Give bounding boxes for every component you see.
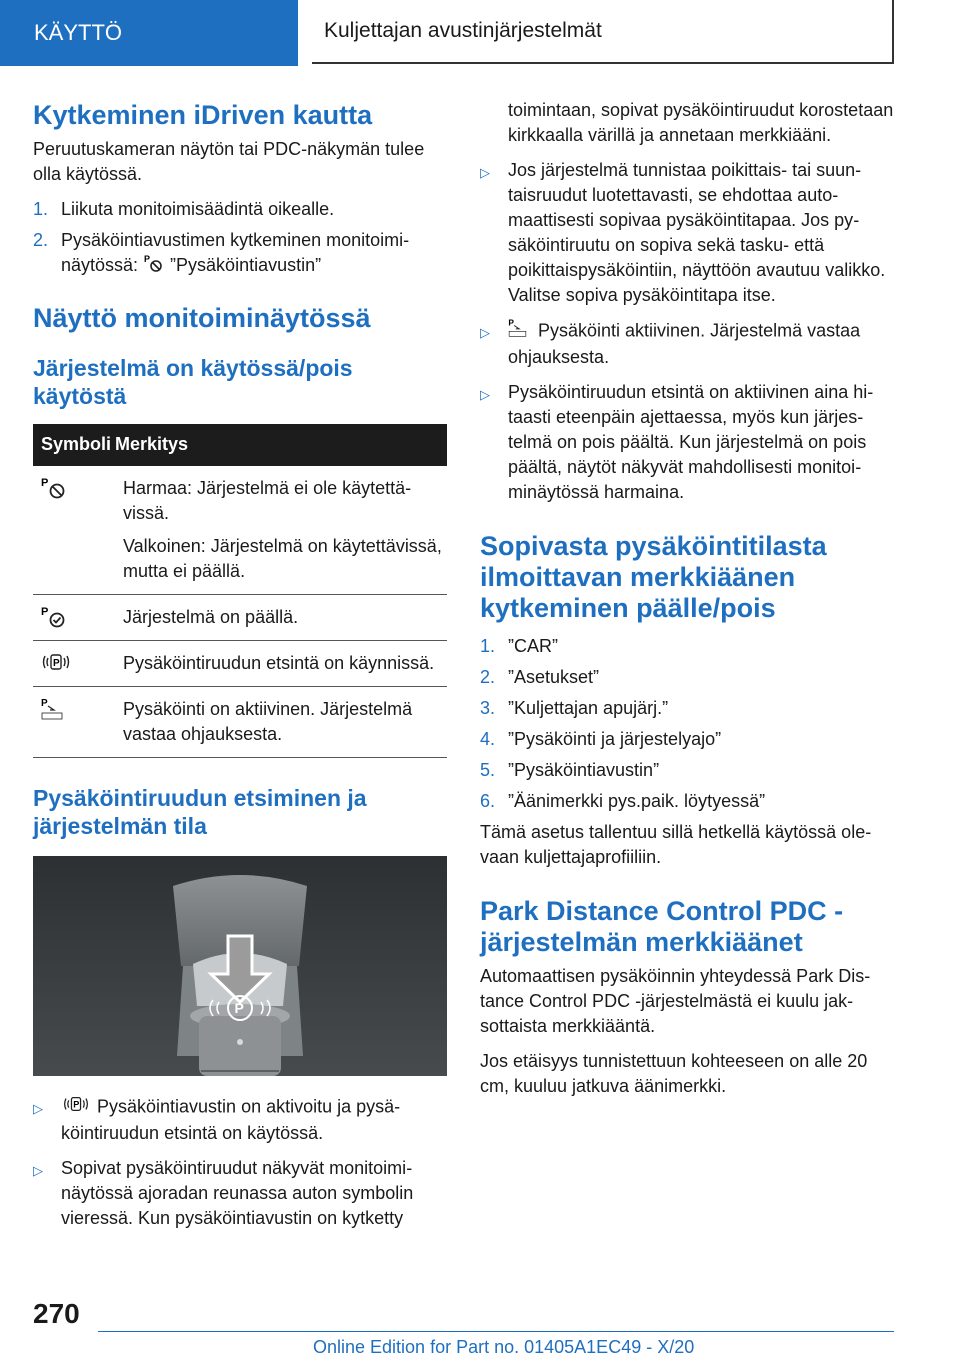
- step-text: Pysäköintiavustimen kytkeminen monitoiminäytössä:: [61, 230, 410, 275]
- svg-text:P: P: [234, 999, 244, 1016]
- step-number: 1.: [33, 199, 49, 219]
- heading-pdc: Park Distance Control PDC -järjestelmän merkkiäänet: [480, 896, 844, 957]
- step-text: ”Äänimerkki pys.paik. löytyessä”: [508, 791, 766, 811]
- list-item: [480, 318, 894, 370]
- section-title: KÄYTTÖ: [34, 20, 123, 45]
- step-number: 1.: [480, 636, 496, 656]
- bullet-text: Sopivat pysäköintiruudut näkyvät monitoiminäytössä ajoradan reunassa auton symbolin vieressä. Kun pysäköintiavustin on kytketty: [61, 1157, 414, 1228]
- step-text: ”Asetukset”: [508, 667, 600, 687]
- page-number: 270: [33, 1298, 80, 1329]
- triangle-bullet-icon: ▷: [33, 1162, 43, 1178]
- svg-text:P: P: [41, 476, 49, 489]
- footer-divider: [98, 1331, 894, 1332]
- svg-text:P: P: [41, 605, 49, 618]
- step-number: 2.: [480, 667, 496, 687]
- bullet-text: Pysäköintiavustin on aktivoitu ja pysäköintiruudun etsintä on käytössä.: [61, 1096, 401, 1143]
- list-item: [480, 696, 894, 721]
- list-item: [480, 634, 894, 659]
- parking-auto-icon: [508, 318, 532, 345]
- parking-assist-icon: [144, 254, 164, 279]
- parking-assist-active-icon: [33, 605, 123, 630]
- parking-space-search-icon: [33, 651, 123, 676]
- step-text: Liikuta monitoimisäädintä oikealle.: [61, 199, 335, 219]
- parking-assist-icon: [33, 476, 123, 584]
- table-row: [33, 687, 447, 758]
- step-text: ”Pysäköinti ja järjestelyajo”: [508, 729, 722, 749]
- svg-text:P: P: [508, 318, 514, 328]
- paragraph-pdc-2: Jos etäisyys tunnistettuun kohteeseen on alle 20 cm, kuuluu jatkuva äänimerkki.: [480, 1051, 868, 1096]
- bullet-text: Jos järjestelmä tunnistaa poikittais- tai suuntaisruudut luotettavasti, se ehdottaa automaattisesti sopivaa pysäköintitapaa. Jos pysäköintiruutu on sopiva sekä tasku- että poikittaispysäköintiin, näyttöön avautuu valikko. Valitse sopiva pysäköintitapa itse.: [508, 160, 886, 305]
- parking-assistant-screen-image: [33, 856, 447, 1076]
- chapter-title: Kuljettajan avustinjärjestelmät: [324, 19, 602, 42]
- heading-display: Näyttö monitoiminäytössä: [33, 302, 371, 333]
- bullet-text: Pysäköinti aktiivinen. Järjestelmä vastaa ohjauksesta.: [508, 320, 861, 367]
- list-item: [480, 727, 894, 752]
- left-column: [33, 100, 447, 1241]
- svg-text:P: P: [144, 253, 151, 264]
- step-number: 2.: [33, 230, 49, 250]
- chapter-header: [312, 0, 894, 64]
- list-item: [33, 1156, 447, 1231]
- step-text: ”Kuljettajan apujärj.”: [508, 698, 669, 718]
- column-header-symbol: Symboli: [41, 433, 112, 454]
- paragraph-setting: Tämä asetus tallentuu sillä hetkellä käytössä olevaan kuljettajaprofiiliin.: [480, 822, 872, 867]
- list-item: [480, 665, 894, 690]
- symbol-table: [33, 424, 447, 758]
- parking-auto-icon: [33, 697, 123, 747]
- cell-text: Pysäköinti on aktiivinen. Järjestelmä vastaa ohjauksesta.: [123, 698, 413, 744]
- parking-space-search-icon: [61, 1094, 91, 1121]
- table-row: [33, 595, 447, 641]
- triangle-bullet-icon: ▷: [480, 387, 490, 402]
- table-header: [33, 424, 447, 466]
- list-item: [480, 380, 894, 505]
- edition-note: Online Edition for Part no. 01405A1EC49 - X/20: [313, 1337, 695, 1357]
- step-text: ”Pysäköintiavustin”: [508, 760, 660, 780]
- svg-text:P: P: [53, 657, 60, 669]
- svg-text:P: P: [41, 697, 48, 709]
- cell-text: Pysäköintiruudun etsintä on käynnissä.: [123, 652, 435, 673]
- triangle-bullet-icon: ▷: [480, 325, 490, 340]
- list-item: [480, 758, 894, 783]
- heading-signal: Sopivasta pysäköintitilasta ilmoittavan merkkiäänen kytkeminen päälle/pois: [480, 531, 827, 623]
- cell-text: Järjestelmä on päällä.: [123, 606, 299, 627]
- paragraph-pdc-1: Automaattisen pysäköinnin yhteydessä Park Distance Control PDC -järjestelmästä ei kuulu jaksottaista merkkiääntä.: [480, 966, 871, 1036]
- step-number: 3.: [480, 698, 496, 718]
- step-number: 6.: [480, 791, 496, 811]
- bullet-text: Pysäköintiruudun etsintä on aktiivinen aina hitaasti eteenpäin ajettaessa, myös kun järjestelmä on pois päältä. Kun järjestelmä on pois päältä, näytöt näkyvät mahdollisesti monitoiminäytössä harmaina.: [508, 382, 874, 502]
- heading-onoff: Järjestelmä on käytössä/pois käytöstä: [33, 354, 353, 409]
- triangle-bullet-icon: ▷: [33, 1100, 43, 1116]
- list-item: [33, 1094, 447, 1146]
- step-text: ”CAR”: [508, 636, 558, 656]
- step-number: 5.: [480, 760, 496, 780]
- column-header-meaning: Merkitys: [115, 433, 189, 454]
- svg-text:P: P: [73, 1099, 80, 1110]
- paragraph-idrive: Peruutuskameran näytön tai PDC-näkymän tulee olla käytössä.: [33, 139, 425, 184]
- cell-text: Valkoinen: Järjestelmä on käytettävissä, mutta ei päällä.: [123, 535, 442, 581]
- list-item: [33, 197, 447, 222]
- list-item: [480, 789, 894, 814]
- step-text-quote: ”Pysäköintiavustin”: [170, 255, 322, 275]
- triangle-bullet-icon: ▷: [480, 165, 490, 180]
- cell-text: Harmaa: Järjestelmä ei ole käytettävissä.: [123, 477, 412, 523]
- heading-idrive: Kytkeminen iDriven kautta: [33, 100, 373, 130]
- table-row: [33, 466, 447, 595]
- list-item: [480, 158, 894, 308]
- section-tab: [0, 0, 298, 66]
- list-item: [33, 228, 447, 279]
- continued-text: toimintaan, sopivat pysäköintiruudut korostetaan kirkkaalla värillä ja annetaan merkkiääni.: [508, 100, 894, 145]
- step-number: 4.: [480, 729, 496, 749]
- heading-search: Pysäköintiruudun etsiminen ja järjestelmän tila: [33, 784, 367, 839]
- right-column: [480, 98, 894, 1109]
- table-row: [33, 641, 447, 687]
